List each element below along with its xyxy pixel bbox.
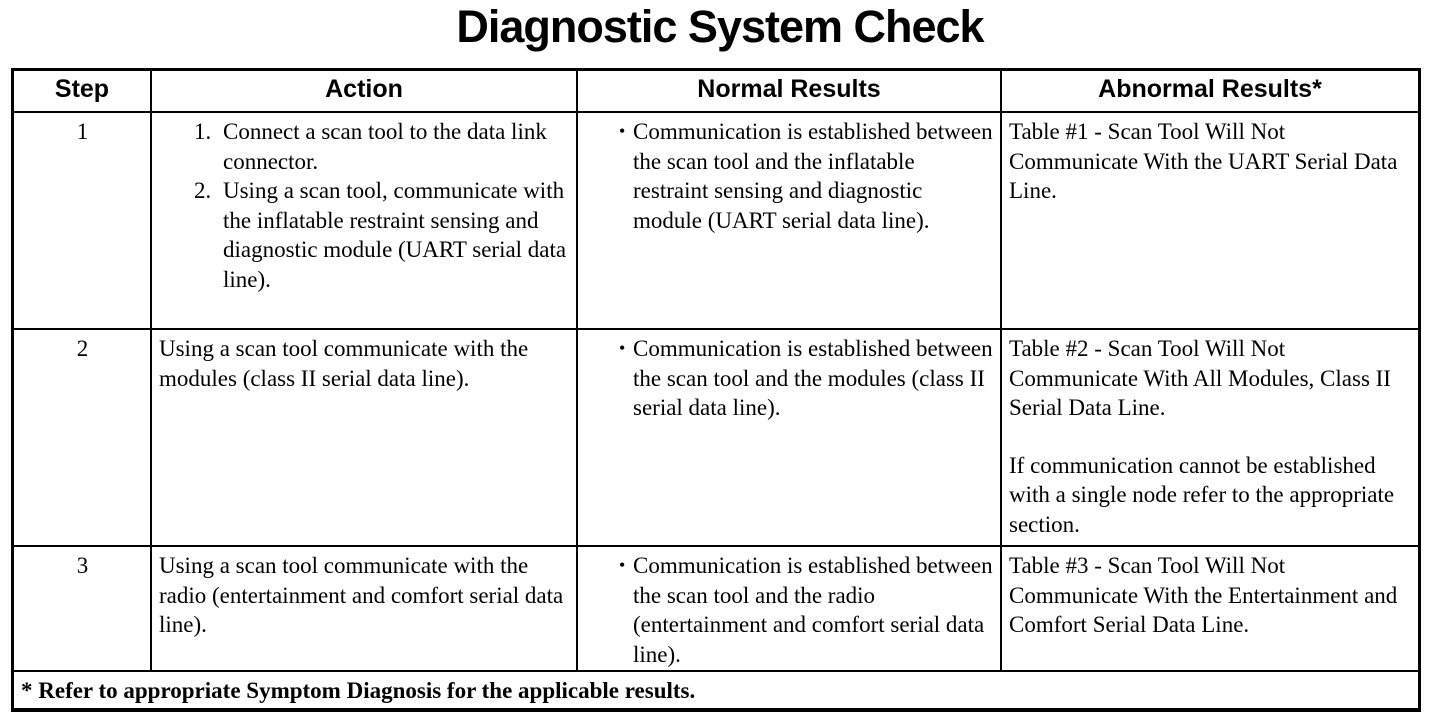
abnormal-results-cell <box>1001 546 1418 671</box>
table-header-row <box>14 71 1418 112</box>
normal-result-text: Communication is established between the scan tool and the inflatable restraint sensing and diagnostic module (UART serial data line). <box>633 119 993 233</box>
bullet-icon: • <box>619 338 626 358</box>
header-abnormal-results: Abnormal Results* <box>1001 71 1418 112</box>
step-number: 2 <box>14 329 151 546</box>
abnormal-results-cell <box>1001 112 1418 329</box>
table-row <box>14 112 1418 329</box>
page-title: Diagnostic System Check <box>456 1 984 52</box>
normal-results-cell <box>577 329 1001 546</box>
step-number: 1 <box>14 112 151 329</box>
footnote: * Refer to appropriate Symptom Diagnosis for the applicable results. <box>14 671 1418 709</box>
bullet-icon: • <box>619 121 626 141</box>
normal-results-cell <box>577 546 1001 671</box>
diagnostic-table <box>14 71 1418 710</box>
action-cell: Using a scan tool communicate with the radio (entertainment and comfort serial data line). <box>151 546 577 671</box>
step-number: 3 <box>14 546 151 671</box>
header-action: Action <box>151 71 577 112</box>
abnormal-results-cell <box>1001 329 1418 546</box>
normal-result-text: Communication is established between the scan tool and the radio (entertainment and comfort serial data line). <box>633 553 993 667</box>
action-cell <box>151 112 577 329</box>
abnormal-result-note: If communication cannot be established with a single node refer to the appropriate section. <box>1009 452 1395 537</box>
table-row <box>14 546 1418 671</box>
abnormal-result-text: Table #3 - Scan Tool Will Not Communicate With the Entertainment and Comfort Serial Data Line. <box>1009 553 1398 637</box>
table-row <box>14 329 1418 546</box>
action-list <box>159 117 570 294</box>
action-list-item: 2. Using a scan tool, communicate with the inflatable restraint sensing and diagnostic module (UART serial data line). <box>217 176 570 294</box>
bullet-icon: • <box>619 555 626 575</box>
normal-results-cell <box>577 112 1001 329</box>
action-list-item: 1. Connect a scan tool to the data link connector. <box>217 117 570 176</box>
abnormal-result-text: Table #2 - Scan Tool Will Not Communicate With All Modules, Class II Serial Data Line. <box>1009 336 1391 420</box>
table-footer-row <box>14 671 1418 709</box>
normal-result-text: Communication is established between the scan tool and the modules (class II serial data line). <box>633 336 993 420</box>
header-step: Step <box>14 71 151 112</box>
action-cell: Using a scan tool communicate with the modules (class II serial data line). <box>151 329 577 546</box>
abnormal-result-text: Table #1 - Scan Tool Will Not Communicate With the UART Serial Data Line. <box>1009 119 1398 203</box>
header-normal-results: Normal Results <box>577 71 1001 112</box>
